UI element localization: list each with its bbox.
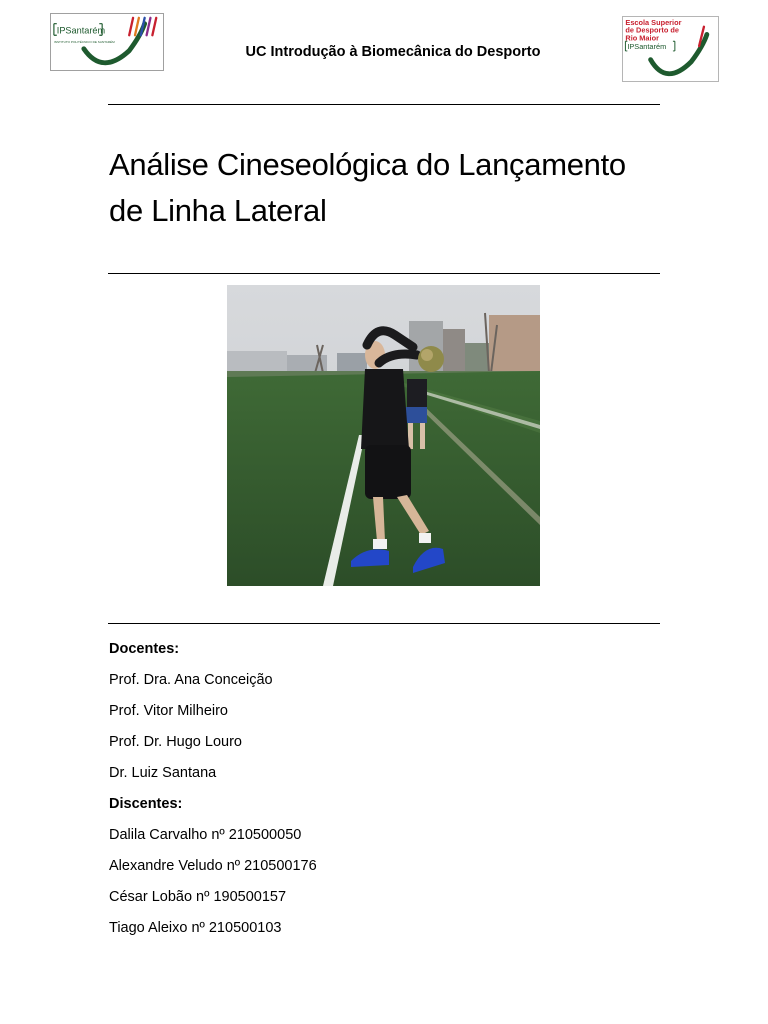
- document-title: [109, 142, 669, 234]
- logo-line1: Escola Superior: [625, 17, 682, 27]
- student-name: Dalila Carvalho nº 210500050: [109, 827, 302, 843]
- teacher-name: Prof. Dr. Hugo Louro: [109, 734, 242, 750]
- ipsantarem-logo: [50, 13, 164, 71]
- header-divider: [108, 104, 660, 105]
- title-divider: [108, 273, 660, 274]
- student-name: Alexandre Veludo nº 210500176: [109, 858, 317, 874]
- throw-in-photo-graphic: [227, 285, 540, 586]
- student-name: Tiago Aleixo nº 210500103: [109, 920, 282, 936]
- logo-name-text: IPSantarém: [56, 25, 106, 36]
- ipsantarem-logo-graphic: [51, 14, 163, 70]
- essrm-logo: [622, 16, 719, 82]
- info-divider: [108, 623, 660, 624]
- essrm-logo-graphic: [623, 17, 718, 81]
- logo-subtitle-text: INSTITUTO POLITÉCNICO DE SANTARÉM: [53, 39, 115, 44]
- teacher-name: Dr. Luiz Santana: [109, 765, 217, 781]
- teacher-name: Prof. Dra. Ana Conceição: [109, 672, 273, 688]
- credits-section: [109, 634, 609, 944]
- logo-line2: de Desporto de: [625, 25, 679, 35]
- students-heading: Discentes:: [109, 796, 183, 812]
- course-title: UC Introdução à Biomecânica do Desporto: [245, 44, 541, 60]
- student-name: César Lobão nº 190500157: [109, 889, 287, 905]
- teachers-heading: Docentes:: [109, 641, 180, 657]
- cover-photo: [227, 285, 540, 586]
- logo-line3: Rio Maior: [625, 33, 659, 43]
- title-line-2: de Linha Lateral: [109, 193, 327, 228]
- title-line-1: Análise Cineseológica do Lançamento: [109, 147, 626, 182]
- logo-line4: IPSantarém: [627, 42, 667, 51]
- teacher-name: Prof. Vitor Milheiro: [109, 703, 228, 719]
